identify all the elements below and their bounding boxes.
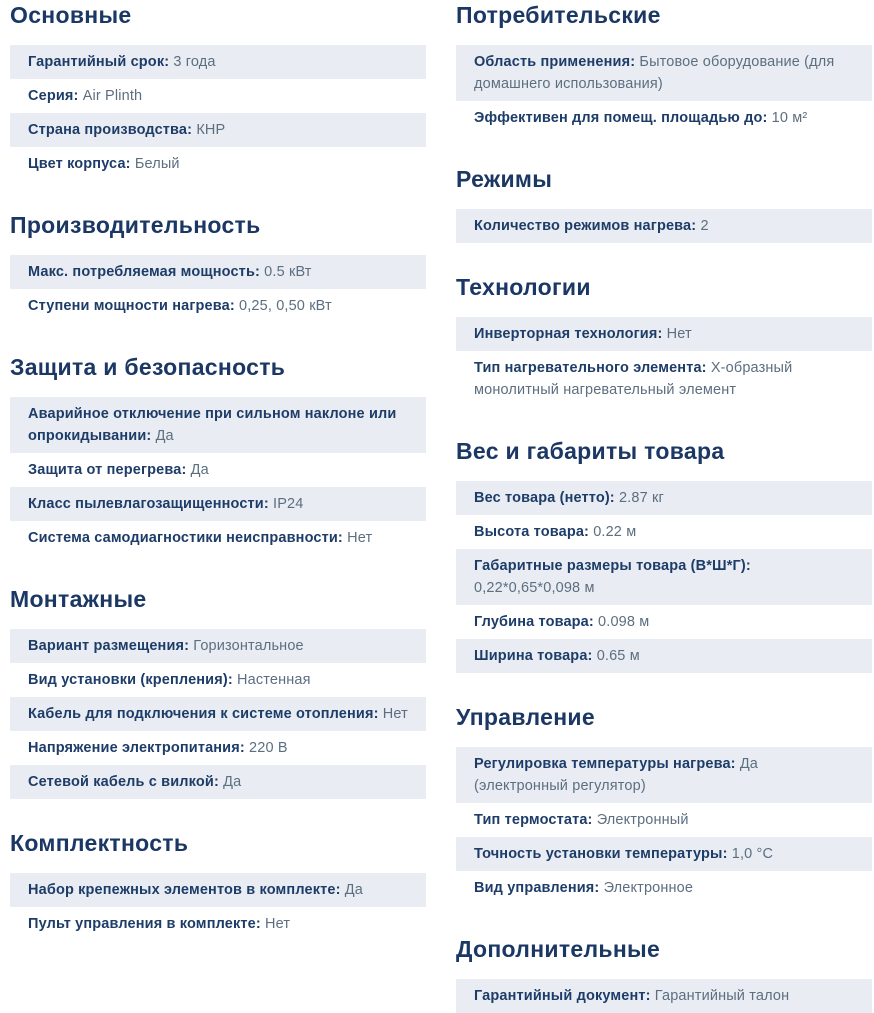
spec-row (10, 731, 426, 765)
spec-rows (456, 979, 872, 1013)
spec-row (10, 79, 426, 113)
spec-section (10, 354, 426, 555)
spec-section (456, 274, 872, 407)
spec-section (10, 2, 426, 181)
spec-value: 3 года (173, 54, 216, 70)
spec-row (456, 351, 872, 407)
spec-rows (10, 45, 426, 181)
spec-section (456, 704, 872, 905)
spec-row (456, 45, 872, 101)
spec-value: Да (223, 774, 242, 790)
spec-value: 0,22*0,65*0,098 м (474, 580, 595, 596)
spec-row (10, 289, 426, 323)
spec-label: Количество режимов нагрева: (474, 218, 697, 234)
spec-label: Страна производства: (28, 122, 193, 138)
spec-rows (456, 317, 872, 407)
spec-label: Напряжение электропитания: (28, 740, 245, 756)
spec-label: Эффективен для помещ. площадью до: (474, 110, 768, 126)
section-title: Технологии (456, 274, 591, 300)
section-title: Дополнительные (456, 936, 661, 962)
spec-value: 0.65 м (596, 648, 640, 664)
section-title: Режимы (456, 166, 553, 192)
spec-value: Белый (134, 156, 180, 172)
spec-label: Вариант размещения: (28, 638, 190, 654)
spec-label: Высота товара: (474, 524, 590, 540)
spec-rows (456, 45, 872, 135)
spec-row (10, 453, 426, 487)
spec-row (10, 907, 426, 941)
spec-value: Электронный (596, 812, 689, 828)
spec-value: 2.87 кг (618, 490, 664, 506)
spec-row (10, 521, 426, 555)
spec-row (10, 697, 426, 731)
spec-value: Бытовое оборудование (для домашнего использования) (474, 54, 835, 92)
spec-section (10, 830, 426, 941)
spec-label: Пульт управления в комплекте: (28, 916, 261, 932)
section-title: Основные (10, 2, 132, 28)
spec-label: Вес товара (нетто): (474, 490, 615, 506)
spec-label: Ступени мощности нагрева: (28, 298, 235, 314)
spec-label: Класс пылевлагозащищенности: (28, 496, 269, 512)
section-title: Потребительские (456, 2, 661, 28)
spec-rows (10, 873, 426, 941)
spec-value: 0.22 м (593, 524, 637, 540)
spec-value: Горизонтальное (193, 638, 304, 654)
spec-row (456, 979, 872, 1013)
section-title: Защита и безопасность (10, 354, 286, 380)
spec-value: Нет (382, 706, 408, 722)
spec-section (456, 936, 872, 1013)
spec-label: Тип термостата: (474, 812, 593, 828)
section-title: Управление (456, 704, 595, 730)
spec-row (456, 639, 872, 673)
spec-row (10, 255, 426, 289)
spec-label: Инверторная технология: (474, 326, 663, 342)
spec-label: Габаритные размеры товара (В*Ш*Г): (474, 558, 751, 574)
spec-label: Гарантийный срок: (28, 54, 170, 70)
spec-section (10, 212, 426, 323)
spec-label: Защита от перегрева: (28, 462, 187, 478)
spec-row (456, 803, 872, 837)
spec-value: Да (190, 462, 209, 478)
spec-rows (10, 629, 426, 799)
spec-row (456, 515, 872, 549)
spec-value: 2 (700, 218, 709, 234)
spec-value: 0.5 кВт (264, 264, 312, 280)
spec-label: Вид установки (крепления): (28, 672, 233, 688)
spec-label: Ширина товара: (474, 648, 593, 664)
spec-row (456, 871, 872, 905)
spec-label: Набор крепежных элементов в комплекте: (28, 882, 341, 898)
spec-rows (456, 481, 872, 673)
spec-label: Глубина товара: (474, 614, 594, 630)
spec-rows (10, 397, 426, 555)
spec-row (456, 481, 872, 515)
spec-rows (456, 747, 872, 905)
spec-value: Нет (666, 326, 692, 342)
spec-row (456, 549, 872, 605)
spec-section (10, 586, 426, 799)
spec-label: Тип нагревательного элемента: (474, 360, 707, 376)
spec-label: Аварийное отключение при сильном наклоне или опрокидывании: (28, 406, 397, 444)
spec-label: Макс. потребляемая мощность: (28, 264, 260, 280)
spec-value: Да (344, 882, 363, 898)
spec-section (456, 166, 872, 243)
spec-row (10, 147, 426, 181)
spec-row (10, 663, 426, 697)
spec-value: Электронное (603, 880, 694, 896)
spec-label: Регулировка температуры нагрева: (474, 756, 736, 772)
spec-value: 220 В (249, 740, 288, 756)
spec-value: Нет (347, 530, 373, 546)
spec-rows (456, 209, 872, 243)
spec-value: КНР (196, 122, 226, 138)
spec-label: Цвет корпуса: (28, 156, 131, 172)
spec-value: Настенная (237, 672, 311, 688)
spec-column-right (456, 2, 872, 1013)
spec-label: Гарантийный документ: (474, 988, 651, 1004)
spec-row (10, 397, 426, 453)
spec-section (456, 2, 872, 135)
spec-row (10, 765, 426, 799)
spec-label: Область применения: (474, 54, 636, 70)
spec-rows (10, 255, 426, 323)
spec-value: 10 м² (771, 110, 808, 126)
spec-value: Х-образный монолитный нагревательный элемент (474, 360, 793, 398)
spec-value: IP24 (273, 496, 304, 512)
spec-row (456, 605, 872, 639)
spec-label: Система самодиагностики неисправности: (28, 530, 343, 546)
spec-row (10, 113, 426, 147)
spec-value: Да (155, 428, 174, 444)
section-title: Комплектность (10, 830, 189, 856)
spec-row (10, 873, 426, 907)
spec-value: Нет (265, 916, 291, 932)
spec-label: Точность установки температуры: (474, 846, 728, 862)
spec-value: 0,25, 0,50 кВт (239, 298, 332, 314)
spec-section (456, 438, 872, 673)
spec-value: 0.098 м (598, 614, 650, 630)
spec-label: Кабель для подключения к системе отопления: (28, 706, 379, 722)
spec-row (456, 209, 872, 243)
spec-row (456, 317, 872, 351)
section-title: Вес и габариты товара (456, 438, 725, 464)
spec-value: Air Plinth (82, 88, 143, 104)
spec-row (456, 747, 872, 803)
spec-row (10, 629, 426, 663)
spec-row (456, 101, 872, 135)
section-title: Монтажные (10, 586, 147, 612)
spec-row (10, 45, 426, 79)
spec-row (456, 837, 872, 871)
spec-label: Сетевой кабель с вилкой: (28, 774, 219, 790)
spec-column-left (10, 2, 426, 1013)
spec-value: Гарантийный талон (654, 988, 790, 1004)
spec-value: Да (электронный регулятор) (474, 756, 759, 794)
section-title: Производительность (10, 212, 261, 238)
spec-label: Вид управления: (474, 880, 600, 896)
spec-value: 1,0 °C (731, 846, 774, 862)
spec-row (10, 487, 426, 521)
spec-label: Серия: (28, 88, 79, 104)
